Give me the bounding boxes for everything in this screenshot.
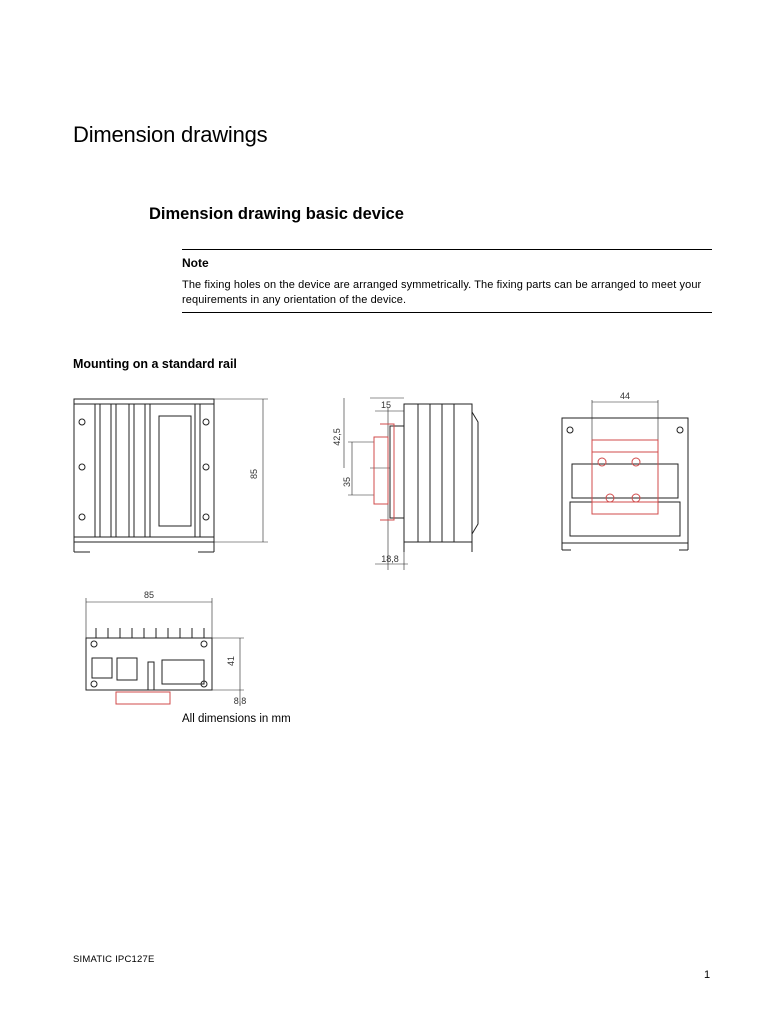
note-text: The fixing holes on the device are arranged symmetrically. The fixing parts can be arranged to meet your requirements in any orientation of the device. [182,279,702,306]
front-height-label: 85 [249,468,259,480]
top-height-label: 41 [226,655,236,667]
back-view-drawing [556,390,696,555]
note-title: Note [182,256,209,270]
side-dim-bottom: 18,8 [381,554,399,564]
dimensions-caption: All dimensions in mm [182,713,291,725]
section-title: Dimension drawing basic device [149,205,404,223]
side-dim-top: 15 [380,400,392,410]
side-dim-total: 42,5 [332,428,342,446]
top-width-label: 85 [143,590,155,600]
side-dim-rail: 35 [342,476,352,488]
side-view-drawing [328,392,488,572]
top-rail-label: 8,8 [233,696,247,706]
footer-product: SIMATIC IPC127E [73,954,155,965]
top-view-drawing [80,586,252,708]
front-view-drawing [70,392,275,555]
page-title: Dimension drawings [73,122,268,147]
back-width-label: 44 [619,391,631,401]
subsection-title: Mounting on a standard rail [73,357,237,371]
note-box [182,249,712,313]
footer-page-number: 1 [704,969,711,981]
